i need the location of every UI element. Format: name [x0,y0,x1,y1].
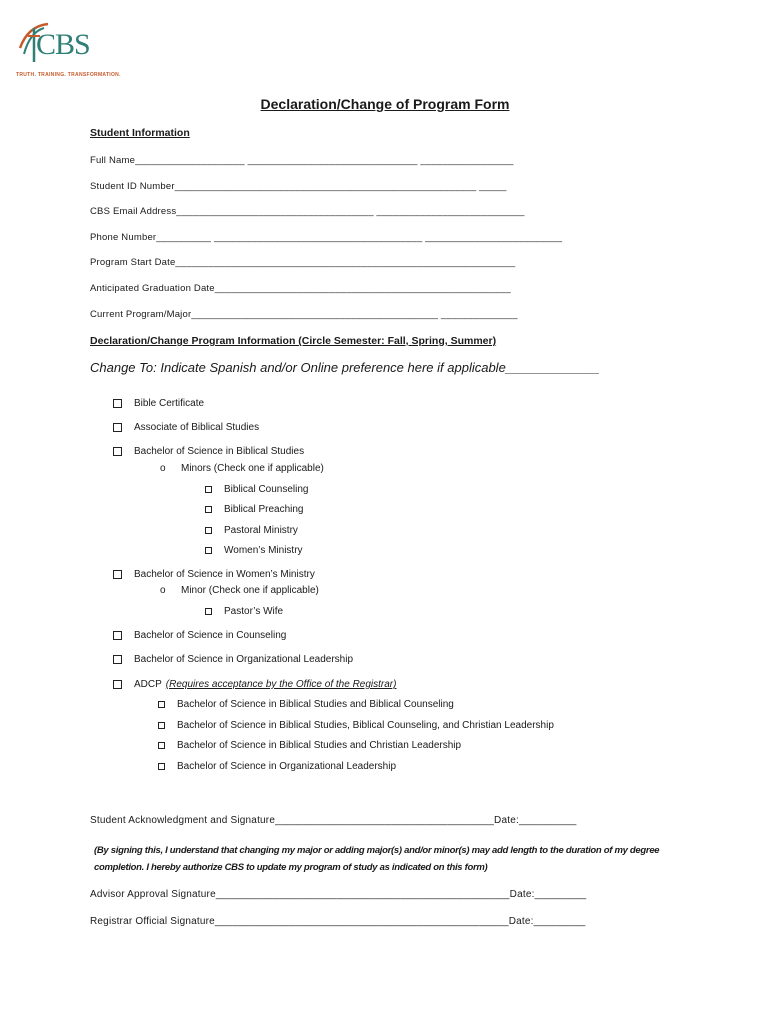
option-label: Bachelor of Science in Women’s Ministry [134,569,315,580]
option-bible-certificate[interactable] [113,398,204,409]
checkbox[interactable] [113,399,122,408]
checkbox[interactable] [158,763,165,770]
student-info-heading: Student Information [90,127,190,139]
bullet-icon: o [160,463,166,474]
student-signature-line[interactable]: Student Acknowledgment and Signature______________________________________Date:__________ [90,815,577,826]
logo-tagline: TRUTH. TRAINING. TRANSFORMATION. [16,72,121,78]
adcp-option-1[interactable] [158,699,454,710]
full-name-field[interactable]: Full Name____________________ _______________________________ _________________ [90,155,514,166]
option-label: Women’s Ministry [224,545,303,556]
minor-label: Minor (Check one if applicable) [181,585,319,596]
checkbox[interactable] [158,742,165,749]
checkbox[interactable] [205,608,212,615]
checkbox[interactable] [113,447,122,456]
cbs-email-field[interactable]: CBS Email Address____________________________________ ___________________________ [90,206,525,217]
adcp-option-4[interactable] [158,761,396,772]
minor-biblical-preaching[interactable] [205,504,304,515]
minors-heading [160,463,324,474]
current-program-field[interactable]: Current Program/Major_____________________________________________ ______________ [90,309,518,320]
form-title: Declaration/Change of Program Form [260,96,510,112]
option-label: Biblical Counseling [224,484,309,495]
option-bs-org-leadership[interactable] [113,654,353,665]
option-label: ADCP [134,679,162,690]
option-label: Pastor’s Wife [224,606,284,617]
bullet-icon: o [160,585,166,596]
acknowledgment-note: (By signing this, I understand that changing my major or adding major(s) and/or minor(s) may add length to the duration of my degree completion. I hereby authorize CBS to update my program of study as indicated on this form) [94,845,660,873]
phone-number-field[interactable]: Phone Number__________ ______________________________________ _________________________ [90,232,563,243]
student-id-field[interactable]: Student ID Number_______________________________________________________ _____ [90,181,507,192]
minor-pastoral-ministry[interactable] [205,525,298,536]
checkbox[interactable] [205,547,212,554]
checkbox[interactable] [113,570,122,579]
adcp-note: (Requires acceptance by the Office of the Registrar) [165,679,397,690]
option-label: Associate of Biblical Studies [134,422,260,433]
checkbox[interactable] [205,486,212,493]
option-label: Bachelor of Science in Counseling [134,630,287,641]
minor-biblical-counseling[interactable] [205,484,309,495]
option-label: Bachelor of Science in Biblical Studies [134,446,305,457]
checkbox[interactable] [113,631,122,640]
minors-label: Minors (Check one if applicable) [181,463,324,474]
registrar-signature-line[interactable]: Registrar Official Signature___________________________________________________Date:_________ [90,916,586,927]
checkbox[interactable] [205,527,212,534]
advisor-signature-line[interactable]: Advisor Approval Signature___________________________________________________Date:_________ [90,889,587,900]
checkbox[interactable] [113,423,122,432]
option-label: Bachelor of Science in Biblical Studies and Christian Leadership [177,740,462,751]
adcp-option-3[interactable] [158,740,461,751]
minor-womens-ministry[interactable] [205,545,303,556]
option-label: Pastoral Ministry [224,525,298,536]
graduation-date-field[interactable]: Anticipated Graduation Date______________________________________________________ [90,283,511,294]
option-associate[interactable] [113,422,259,433]
option-label: Bachelor of Science in Biblical Studies, Biblical Counseling, and Christian Leadership [177,720,554,731]
logo-text: CBS [36,28,90,61]
adcp-option-2[interactable] [158,720,554,731]
declaration-heading: Declaration/Change Program Information (Circle Semester: Fall, Spring, Summer) [90,335,497,347]
option-label: Bachelor of Science in Organizational Leadership [134,654,354,665]
option-label: Bachelor of Science in Biblical Studies and Biblical Counseling [177,699,454,710]
option-bs-biblical-studies[interactable] [113,446,304,457]
option-bs-counseling[interactable] [113,630,286,641]
minor-heading [160,585,319,596]
minor-pastors-wife[interactable] [205,606,283,617]
option-label: Bible Certificate [134,398,205,409]
checkbox[interactable] [113,655,122,664]
change-to-line[interactable]: Change To: Indicate Spanish and/or Online preference here if applicable_____________ [90,360,600,375]
option-adcp[interactable] [113,679,396,690]
option-label: Bachelor of Science in Organizational Leadership [177,761,397,772]
checkbox[interactable] [158,701,165,708]
checkbox[interactable] [158,722,165,729]
option-label: Biblical Preaching [224,504,304,515]
option-bs-womens-ministry[interactable] [113,569,315,580]
checkbox[interactable] [205,506,212,513]
checkbox[interactable] [113,680,122,689]
program-start-date-field[interactable]: Program Start Date______________________________________________________________ [90,257,516,268]
